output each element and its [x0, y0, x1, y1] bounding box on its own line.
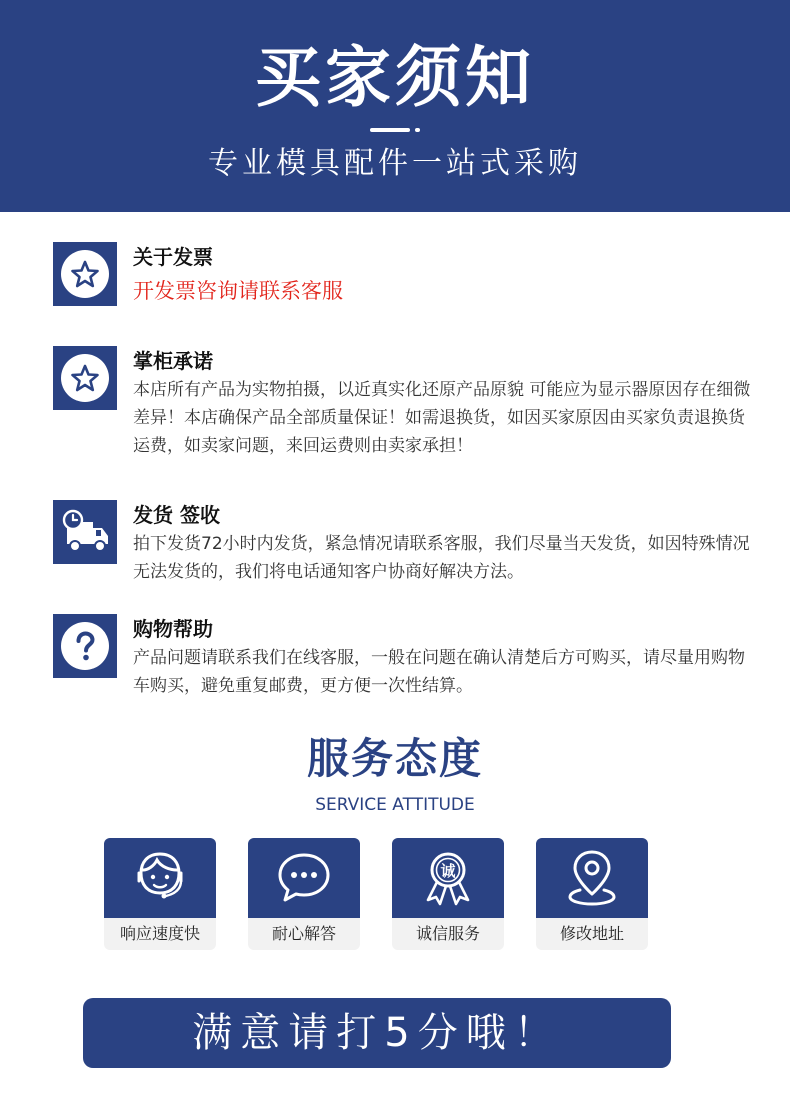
notice-text: 拍下发货72小时内发货，紧急情况请联系客服，我们尽量当天发货，如因特殊情况无法发货的，我们将电话通知客户协商好解决方法。: [133, 534, 750, 582]
card-label: 诚信服务: [415, 924, 480, 943]
notice-help: [53, 614, 753, 704]
service-title: 服务态度: [306, 734, 483, 783]
delivery-truck-icon: [53, 500, 117, 564]
customer-service-icon: [130, 846, 190, 910]
notice-title: 掌柜承诺: [133, 349, 213, 373]
page-subtitle: 专业模具配件一站式采购: [208, 146, 582, 181]
notice-promise: [53, 346, 753, 466]
card-label: 耐心解答: [271, 924, 336, 943]
notice-text: 产品问题请联系我们在线客服，一般在问题在确认清楚后方可购买，请尽量用购物车购买，避免重复邮费，更方便一次性结算。: [133, 648, 745, 696]
badge-text: 诚: [440, 862, 456, 880]
star-icon: [53, 346, 117, 410]
notice-text: 本店所有产品为实物拍摄，以近真实化还原产品原貌 可能应为显示器原因存在细微差异！本店确保产品全部质量保证！如需退换货，如因买家原因由买家负责退换货运费，如卖家问题，来回运费则由卖家承担！: [133, 380, 751, 456]
title-divider-dot: [415, 128, 420, 132]
notice-delivery: [53, 500, 753, 590]
service-card-change-address: [536, 838, 648, 950]
notice-invoice: [53, 242, 753, 312]
page-title: 买家须知: [255, 39, 535, 116]
notice-title: 关于发票: [133, 245, 213, 269]
card-label: 修改地址: [559, 924, 624, 943]
chat-bubble-icon: [274, 846, 334, 910]
star-icon: [53, 242, 117, 306]
service-card-integrity: [392, 838, 504, 950]
rating-banner: 满意请打5分哦！: [83, 998, 671, 1068]
location-pin-icon: [562, 846, 622, 910]
service-subtitle: SERVICE ATTITUDE: [315, 795, 475, 815]
service-card-fast-response: [104, 838, 216, 950]
question-icon: [53, 614, 117, 678]
notice-text: 开发票咨询请联系客服: [133, 279, 343, 303]
title-divider: [370, 128, 410, 132]
card-label: 响应速度快: [119, 924, 200, 943]
notice-title: 发货 签收: [133, 503, 220, 527]
integrity-badge-icon: [418, 846, 478, 910]
notice-title: 购物帮助: [133, 617, 213, 641]
header-banner: [0, 0, 790, 212]
service-card-patient-answers: [248, 838, 360, 950]
